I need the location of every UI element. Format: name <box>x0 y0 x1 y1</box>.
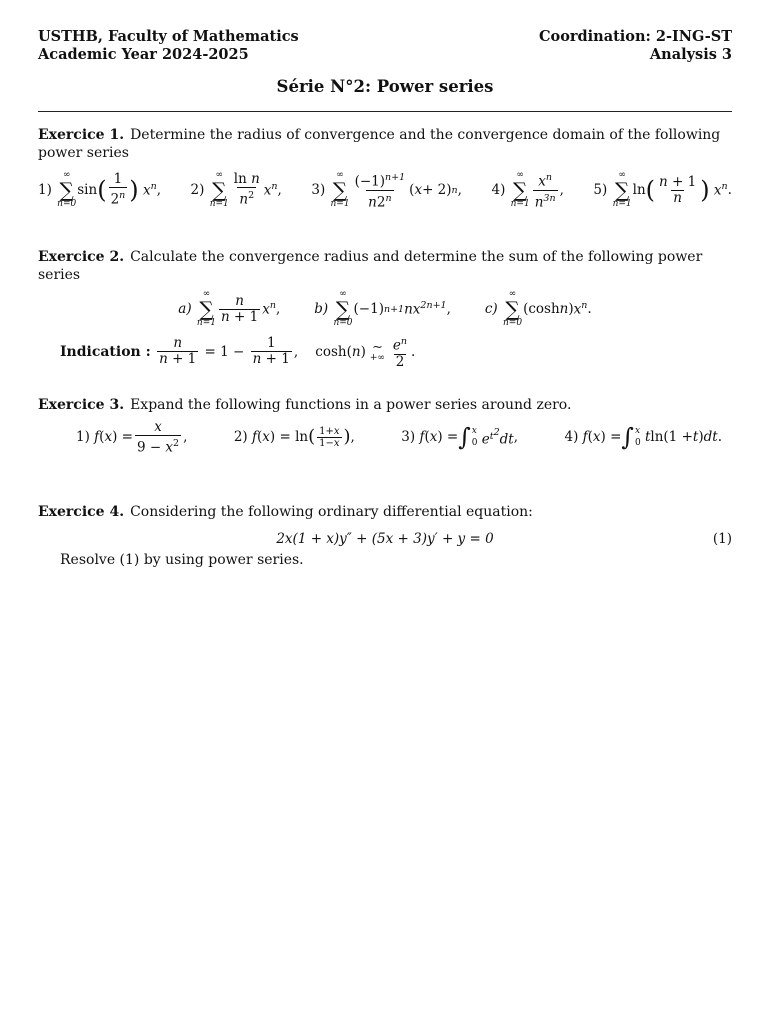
series-1-5: 5) ∞ ∑ n=1 ln ( $\frac{n + 1}{n}$ ) $x^n$ . <box>593 170 732 209</box>
course: Analysis 3 <box>649 46 732 63</box>
exercise-3-statement: Expand the following functions in a power series around zero. <box>130 396 572 413</box>
header-left <box>38 28 299 64</box>
exercise-1-series <box>38 170 732 210</box>
exercise-4-instruction: Resolve (1) by using power series. <box>60 552 304 568</box>
series-1-2: 2) ∞ ∑ n=1 $\frac{\text{ln n}}{n^2}$ $x^n$ , <box>190 170 282 209</box>
page-title: Série N°2: Power series <box>276 77 494 96</box>
exercise-4-label: Exercice 4. <box>38 504 125 520</box>
exercise-2-series <box>38 290 732 328</box>
exercise-2-label: Exercice 2. <box>38 249 125 265</box>
series-2-a: a) ∞ ∑ n=1 $\frac{n}{n + 1}$ $x^n$ , <box>178 289 281 328</box>
series-1-4: 4) ∞ ∑ n=1 $\frac{x^n}{n^{3n}}$ , <box>491 170 564 210</box>
exercise-3 <box>38 396 732 414</box>
differential-equation: 2x(1 + x)y″ + (5x + 3)y′ + y = 0 <box>276 531 494 547</box>
exercise-3-functions <box>38 420 732 456</box>
exercise-1-label: Exercice 1. <box>38 127 125 143</box>
function-3-4: 4) f ( x ) = ∫ x 0 t ln(1 + t ) dt . <box>564 423 722 452</box>
exercise-4 <box>38 503 732 521</box>
equation-tag: (1) <box>712 531 732 547</box>
exercise-2-indication: Indication : $\frac{n}{n + 1}$ = 1 − $\frac{1}{n + 1}$ , cosh( n ) ∼ +∞ $\frac{e^n}{2}$ . <box>60 335 416 370</box>
exercise-3-label: Exercice 3. <box>38 396 125 413</box>
exercise-4-equation <box>38 531 732 547</box>
page-header <box>38 28 732 64</box>
header-right <box>539 28 732 64</box>
series-1-1: 1) ∞ ∑ n=0 sin ( $\frac{1}{2^n}$ ) $x^n$ , <box>38 170 161 209</box>
page <box>38 28 732 569</box>
indication-label: Indication : <box>60 343 151 360</box>
exercise-1 <box>38 126 732 162</box>
exercise-1-statement: Determine the radius of convergence and the convergence domain of the following power series <box>38 127 721 161</box>
institution: USTHB, Faculty of Mathematics <box>38 28 299 45</box>
exercise-2 <box>38 248 732 284</box>
exercise-4-statement: Considering the following ordinary differential equation: <box>130 504 533 520</box>
series-1-3: 3) ∞ ∑ n=1 $\frac{(-1)^{n+1}}{n2^n}$ ( x + 2) n , <box>311 170 462 210</box>
exercise-2-statement: Calculate the convergence radius and determine the sum of the following power series <box>38 249 703 283</box>
title-rule <box>38 111 732 112</box>
function-3-2: 2) f ( x ) = ln ( $\frac{1+x}{1-x}$ ) , <box>233 425 355 449</box>
function-3-3: 3) f ( x ) = ∫ x 0 $e^{t^2}dt$ , <box>401 423 519 452</box>
academic-year: Academic Year 2024-2025 <box>38 46 249 63</box>
exercise-1-text <box>38 127 720 161</box>
function-3-1: 1) f ( x ) = $\frac{x}{9 - x^2}$ , <box>76 418 188 455</box>
series-2-b: b) ∞ ∑ n=0 (−1) n+1 $nx^{2n+1}$ , <box>314 289 451 328</box>
series-2-c: c) ∞ ∑ n=0 (cosh n ) $x^n$ . <box>484 289 592 328</box>
coordination: Coordination: 2-ING-ST <box>538 28 732 45</box>
